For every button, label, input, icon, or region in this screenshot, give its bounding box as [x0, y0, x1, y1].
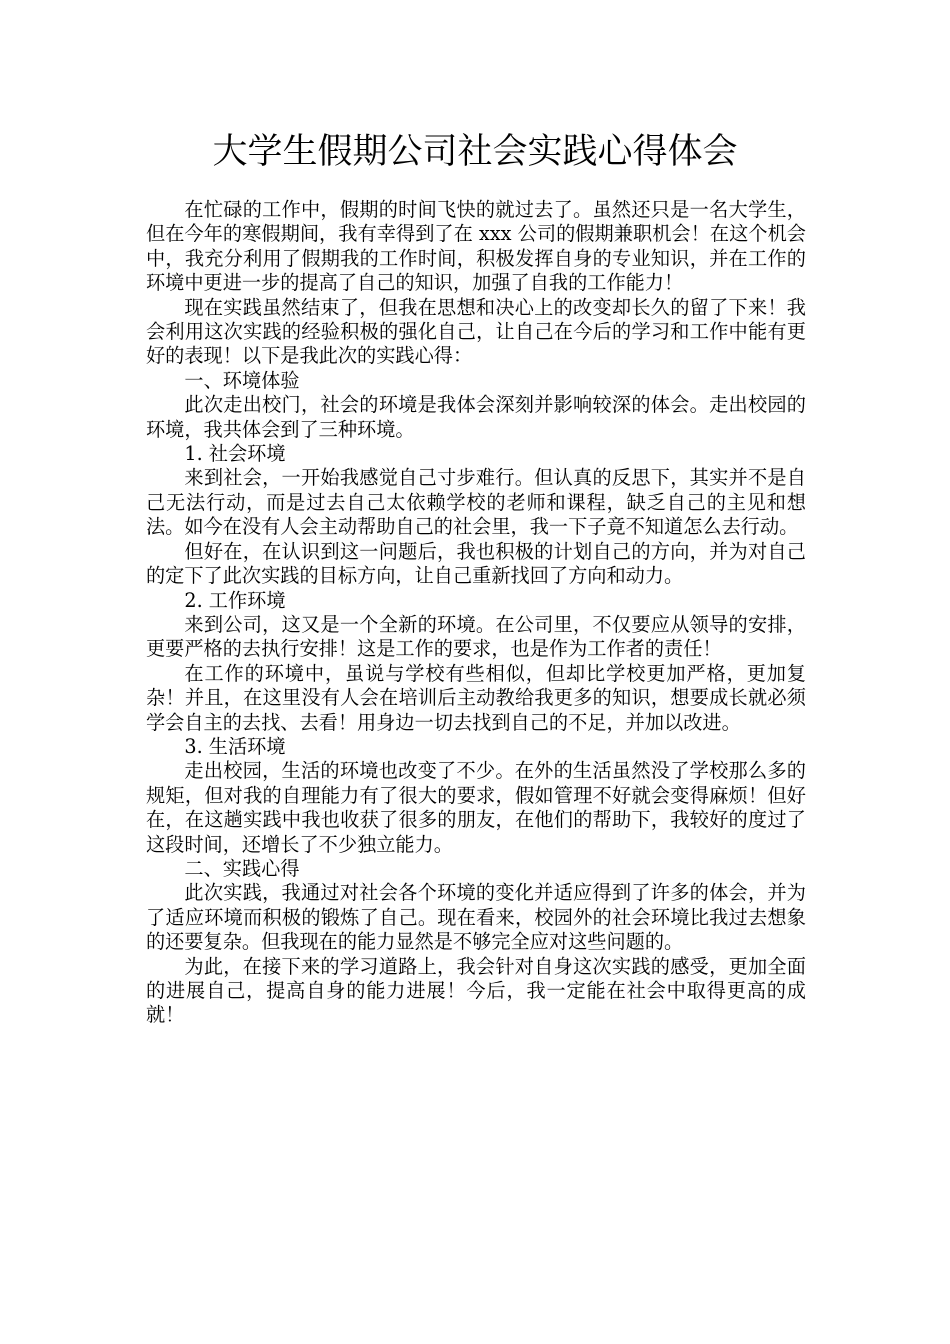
section-heading: 一、环境体验 — [184, 368, 300, 392]
subsection-heading: 1. 社会环境 — [184, 442, 286, 466]
paragraph: 为此，在接下来的学习道路上，我会针对自身这次实践的感受，更加全面的进展自己，提高自身的能力进展！今后，我一定能在社会中取得更高的成就！ — [146, 954, 806, 1027]
paragraph: 但好在，在认识到这一问题后，我也积极的计划自己的方向，并为对自己的定下了此次实践的目标方向，让自己重新找回了方向和动力。 — [146, 539, 806, 588]
paragraph: 走出校园，生活的环境也改变了不少。在外的生活虽然没了学校那么多的规矩，但对我的自理能力有了很大的要求，假如管理不好就会变得麻烦！但好在，在这趟实践中我也收获了很多的朋友，在他们的帮助下，我较好的度过了这段时间，还增长了不少独立能力。 — [146, 759, 806, 856]
paragraph: 在忙碌的工作中，假期的时间飞快的就过去了。虽然还只是一名大学生，但在今年的寒假期间，我有幸得到了在 xxx 公司的假期兼职机会！在这个机会中，我充分利用了假期我的工作时间，积极发挥自身的专业知识，并在工作的环境中更进一步的提高了自己的知识，加强了自我的工作能力！ — [146, 198, 806, 295]
subsection-heading: 3. 生活环境 — [184, 734, 286, 758]
document-title: 大学生假期公司社会实践心得体会 — [212, 132, 738, 172]
paragraph: 来到社会，一开始我感觉自己寸步难行。但认真的反思下，其实并不是自己无法行动，而是过去自己太依赖学校的老师和课程，缺乏自己的主见和想法。如今在没有人会主动帮助自己的社会里，我一下子竟不知道怎么去行动。 — [146, 466, 806, 539]
document-body — [146, 198, 806, 1028]
paragraph: 在工作的环境中，虽说与学校有些相似，但却比学校更加严格，更加复杂！并且，在这里没有人会在培训后主动教给我更多的知识，想要成长就必须学会自主的去找、去看！用身边一切去找到自己的不足，并加以改进。 — [146, 661, 806, 734]
paragraph: 现在实践虽然结束了，但我在思想和决心上的改变却长久的留了下来！我会利用这次实践的经验积极的强化自己，让自己在今后的学习和工作中能有更好的表现！以下是我此次的实践心得： — [146, 295, 806, 368]
paragraph: 此次实践，我通过对社会各个环境的变化并适应得到了许多的体会，并为了适应环境而积极的锻炼了自己。现在看来，校园外的社会环境比我过去想象的还要复杂。但我现在的能力显然是不够完全应对这些问题的。 — [146, 881, 806, 954]
subsection-heading: 2. 工作环境 — [184, 588, 286, 612]
paragraph: 来到公司，这又是一个全新的环境。在公司里，不仅要应从领导的安排，更要严格的去执行安排！这是工作的要求，也是作为工作者的责任！ — [146, 612, 806, 661]
section-heading: 二、实践心得 — [184, 856, 300, 880]
paragraph: 此次走出校门，社会的环境是我体会深刻并影响较深的体会。走出校园的环境，我共体会到了三种环境。 — [146, 393, 806, 441]
